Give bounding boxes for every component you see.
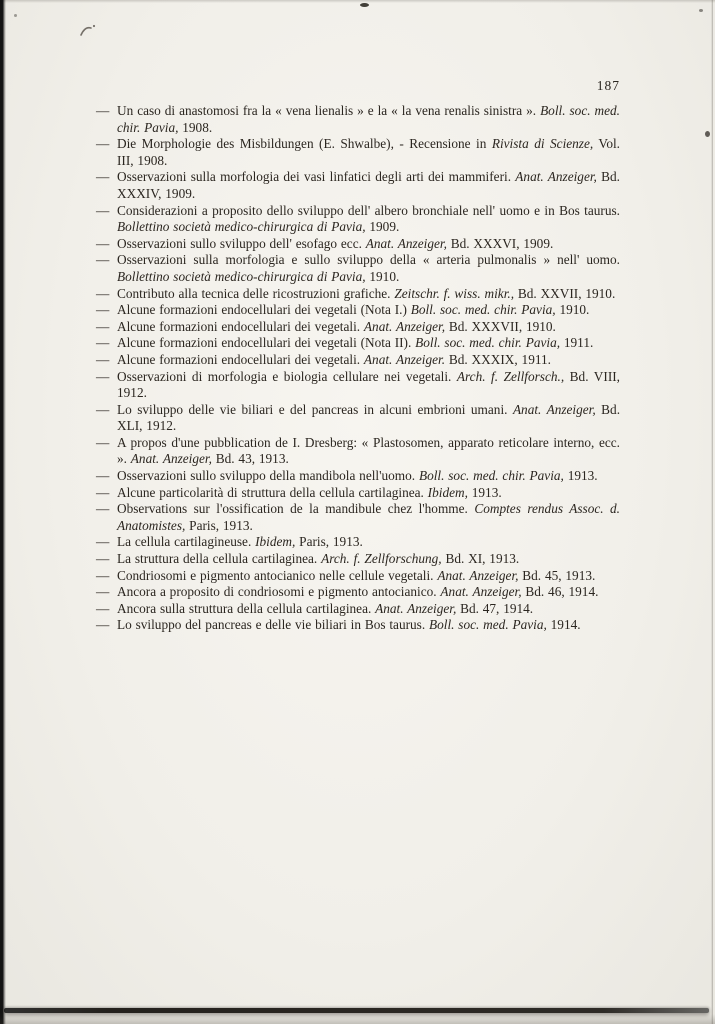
entry-text: Bd. 43, 1913. — [211, 451, 289, 467]
pen-mark — [78, 22, 98, 38]
journal-name: Boll. soc. med. chir. Pavia, — [410, 302, 556, 318]
entry-dash: — — [96, 501, 110, 517]
journal-name: Comptes rendus Assoc. d. Anatomistes, — [117, 501, 620, 533]
entry-text: Alcune formazioni endocellulari dei vegetali. — [117, 351, 364, 367]
entry-text: La struttura della cellula cartilaginea. — [117, 551, 322, 567]
entry-text: Bd. XXXVI, 1909. — [446, 235, 554, 251]
entry-text: Lo sviluppo del pancreas e delle vie biliari in Bos taurus. — [117, 617, 429, 633]
bibliography-entry — [96, 568, 620, 585]
entry-text: Bd. XXXIV, 1909. — [117, 169, 621, 201]
entry-dash: — — [96, 567, 110, 583]
entry-text: Paris, 1913. — [295, 534, 363, 550]
bibliography-list — [96, 103, 620, 634]
entry-dash: — — [96, 103, 110, 118]
entry-dash: — — [96, 302, 110, 318]
scan-edge-right — [711, 0, 713, 1024]
entry-dash: — — [96, 285, 110, 301]
entry-dash: — — [96, 235, 110, 251]
scan-speck — [14, 14, 17, 17]
bibliography-entry — [96, 103, 620, 136]
journal-name: Anat. Anzeiger, — [363, 318, 446, 334]
entry-text: Bd. 47, 1914. — [456, 600, 534, 616]
entry-text: Alcune formazioni endocellulari dei vegetali. — [117, 318, 364, 334]
entry-text: 1913. — [467, 484, 502, 500]
entry-dash: — — [96, 484, 110, 500]
bibliography-entry — [96, 534, 620, 551]
entry-text: La cellula cartilagineuse. — [117, 534, 256, 550]
entry-text: 1911. — [560, 335, 594, 351]
journal-name: Zeitschr. f. wiss. mikr., — [394, 285, 515, 301]
journal-name: Boll. soc. med. chir. Pavia, — [418, 468, 564, 484]
bibliography-entry — [96, 402, 620, 435]
entry-dash: — — [96, 600, 110, 616]
bibliography-entry — [96, 319, 620, 336]
journal-name: Anat. Anzeiger, — [512, 401, 596, 417]
entry-text: 1913. — [563, 468, 598, 484]
entry-dash: — — [96, 434, 110, 450]
entry-text: Osservazioni di morfologia e biologia cellulare nei vegetali. — [117, 368, 457, 384]
entry-text: Paris, 1913. — [185, 517, 253, 533]
scan-edge-bottom-shade — [0, 1014, 715, 1024]
scan-speck — [360, 3, 369, 7]
entry-text: Vol. III, 1908. — [117, 136, 620, 168]
entry-text: 1914. — [546, 617, 581, 633]
entry-dash: — — [96, 584, 110, 600]
bibliography-entry — [96, 302, 620, 319]
journal-name: Arch. f. Zellforschung, — [321, 551, 442, 567]
entry-dash: — — [96, 136, 110, 152]
page-number: 187 — [596, 78, 620, 93]
bibliography-entry — [96, 501, 620, 534]
entry-text: Bd. 46, 1914. — [521, 584, 599, 600]
journal-name: Anat. Anzeiger, — [437, 567, 519, 583]
entry-text: 1908. — [178, 119, 213, 135]
journal-name: Anat. Anzeiger, — [365, 235, 447, 251]
entry-text: Lo sviluppo delle vie biliari e del pancreas in alcuni embrioni umani. — [117, 401, 513, 417]
entry-text: Ancora a proposito di condriosomi e pigmento antocianico. — [117, 584, 441, 600]
scan-edge-bottom — [4, 1008, 709, 1013]
entry-text: Condriosomi e pigmento antocianico nelle cellule vegetali. — [117, 567, 438, 583]
entry-text: Considerazioni a proposito dello sviluppo dell' albero bronchiale nell' uomo e in Bos taurus. — [117, 202, 620, 218]
bibliography-entry — [96, 252, 620, 285]
journal-name: Boll. soc. med. Pavia, — [429, 617, 547, 633]
entry-dash: — — [96, 318, 110, 334]
entry-text: Un caso di anastomosi fra la « vena lienalis » e la « la vena renalis sinistra ». — [117, 103, 541, 118]
journal-name: Boll. soc. med. chir. Pavia, — [117, 103, 620, 135]
entry-text: Bd. XXXIX, 1911. — [445, 351, 551, 367]
entry-text: Observations sur l'ossification de la mandibule chez l'homme. — [117, 501, 475, 517]
entry-text: Alcune formazioni endocellulari dei vegetali (Nota II). — [117, 335, 416, 351]
journal-name: Anat. Anzeiger, — [440, 584, 522, 600]
bibliography-entry — [96, 236, 620, 253]
bibliography-entry — [96, 551, 620, 568]
entry-text: 1910. — [365, 268, 400, 284]
bibliography-entry — [96, 468, 620, 485]
entry-text: Osservazioni sullo sviluppo dell' esofago ecc. — [117, 235, 366, 251]
entry-dash: — — [96, 401, 110, 417]
entry-text: Alcune formazioni endocellulari dei vegetali (Nota I.) — [117, 302, 411, 318]
bibliography-entry — [96, 169, 620, 202]
entry-dash: — — [96, 169, 110, 185]
journal-name: Bollettino società medico-chirurgica di Pavia, — [117, 219, 366, 235]
entry-dash: — — [96, 534, 110, 550]
entry-text: Bd. XXVII, 1910. — [514, 285, 616, 301]
bibliography-entry — [96, 369, 620, 402]
bibliography-entry — [96, 435, 620, 468]
journal-name: Anat. Anzeiger, — [515, 169, 597, 185]
entry-text: Bd. XXXVII, 1910. — [445, 318, 556, 334]
journal-name: Anat. Anzeiger, — [130, 451, 212, 467]
scan-speck — [705, 131, 710, 137]
entry-text: A propos d'une pubblication de I. Dresberg: « Plastosomen, apparato reticolare interno, ecc. ». — [117, 434, 620, 467]
journal-name: Bollettino società medico-chirurgica di Pavia, — [117, 268, 366, 284]
scan-edge-top — [0, 0, 715, 3]
bibliography-entry — [96, 352, 620, 369]
entry-text: Osservazioni sulla morfologia e sullo sviluppo della « arteria pulmonalis » nell' uomo. — [117, 252, 620, 268]
entry-dash: — — [96, 368, 110, 384]
entry-text: 1909. — [365, 219, 400, 235]
entry-text: Bd. XI, 1913. — [441, 551, 520, 567]
scan-edge-left — [0, 0, 6, 1024]
entry-text: Bd. VIII, 1912. — [117, 368, 621, 401]
entry-dash: — — [96, 351, 110, 367]
bibliography-entry — [96, 584, 620, 601]
entry-text: Die Morphologie des Misbildungen (E. Shwalbe), - Recensione in — [117, 136, 492, 152]
journal-name: Boll. soc. med. chir. Pavia, — [415, 335, 561, 351]
bibliography-entry — [96, 203, 620, 236]
journal-name: Anat. Anzeiger, — [375, 600, 457, 616]
entry-dash: — — [96, 252, 110, 268]
journal-name: Arch. f. Zellforsch., — [456, 368, 565, 384]
scan-speck — [699, 9, 703, 12]
entry-dash: — — [96, 468, 110, 484]
entry-dash: — — [96, 335, 110, 351]
journal-name: Ibidem, — [255, 534, 296, 550]
bibliography-entry — [96, 617, 620, 634]
entry-text: Bd. XLI, 1912. — [117, 401, 621, 434]
entry-dash: — — [96, 551, 110, 567]
entry-text: 1910. — [555, 302, 590, 318]
entry-text: Alcune particolarità di struttura della cellula cartilaginea. — [117, 484, 428, 500]
bibliography-entry — [96, 335, 620, 352]
journal-name: Anat. Anzeiger. — [363, 351, 446, 367]
journal-name: Rivista di Scienze, — [491, 136, 594, 152]
entry-dash: — — [96, 617, 110, 633]
bibliography-entry — [96, 485, 620, 502]
entry-text: Contributo alla tecnica delle ricostruzioni grafiche. — [117, 285, 395, 301]
journal-name: Ibidem, — [427, 484, 468, 500]
entry-text: Bd. 45, 1913. — [518, 567, 596, 583]
entry-text: Osservazioni sullo sviluppo della mandibola nell'uomo. — [117, 468, 419, 484]
bibliography-entry — [96, 286, 620, 303]
entry-dash: — — [96, 202, 110, 218]
bibliography-entry — [96, 136, 620, 169]
entry-text: Osservazioni sulla morfologia dei vasi linfatici degli arti dei mammiferi. — [117, 169, 516, 185]
entry-text: Ancora sulla struttura della cellula cartilaginea. — [117, 600, 376, 616]
bibliography-entry — [96, 601, 620, 618]
